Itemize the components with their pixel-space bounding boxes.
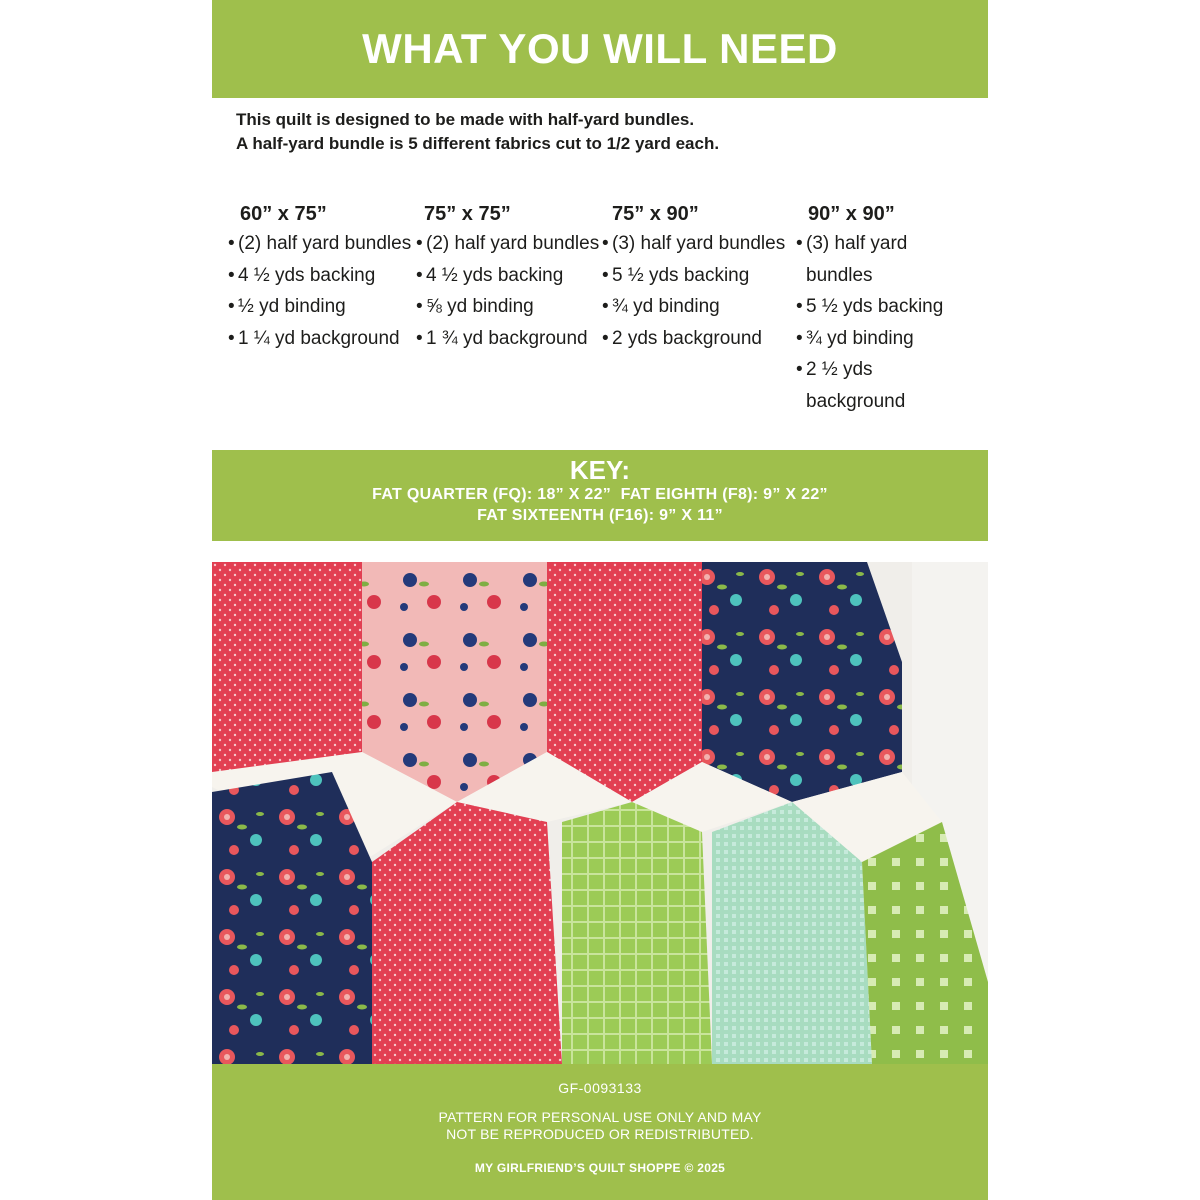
key-line-1: FAT QUARTER (FQ): 18” X 22” FAT EIGHTH (F8): 9” X 22” [372, 486, 828, 503]
list-item: • 4 ½ yds backing [416, 260, 606, 292]
list-item: • 1 ¼ yd background [228, 323, 418, 355]
list-item: • ⅝ yd binding [416, 291, 606, 323]
pattern-code: GF-0093133 [558, 1080, 642, 1096]
list-item: • ¾ yd binding [602, 291, 797, 323]
list-item: • 5 ½ yds backing [796, 291, 946, 323]
size-column-75x90 [602, 200, 797, 354]
list-item: • (2) half yard bundles [416, 228, 606, 260]
quilt-photo [212, 562, 988, 1064]
key-title: KEY: [569, 455, 631, 485]
list-item: • 2 ½ yds background [796, 354, 946, 417]
size-heading: 75” x 90” [612, 203, 699, 225]
list-item: • (2) half yard bundles [228, 228, 418, 260]
key-banner [212, 450, 988, 541]
list-item: • ¾ yd binding [796, 323, 946, 355]
list-item: • 5 ½ yds backing [602, 260, 797, 292]
list-item: • 1 ¾ yd background [416, 323, 606, 355]
list-item: • ½ yd binding [228, 291, 418, 323]
key-line-2: FAT SIXTEENTH (F16): 9” X 11” [477, 507, 723, 524]
quilt-photo-illustration [212, 562, 988, 1064]
header-banner [212, 0, 988, 98]
usage-note-line-1: PATTERN FOR PERSONAL USE ONLY AND MAY [438, 1109, 762, 1125]
footer-banner [212, 1064, 988, 1200]
usage-note-line-2: NOT BE REPRODUCED OR REDISTRIBUTED. [446, 1126, 754, 1142]
page-title: WHAT YOU WILL NEED [362, 25, 838, 72]
brand-copyright: MY GIRLFRIEND’S QUILT SHOPPE © 2025 [474, 1161, 726, 1175]
size-heading: 60” x 75” [240, 203, 327, 225]
intro-line-1: This quilt is designed to be made with half-yard bundles. [236, 110, 695, 129]
intro-text [236, 108, 976, 156]
size-column-60x75 [228, 200, 418, 354]
intro-line-2: A half-yard bundle is 5 different fabrics cut to 1/2 yard each. [236, 134, 720, 153]
size-column-75x75 [416, 200, 606, 354]
usage-note [212, 1109, 988, 1143]
list-item: • 4 ½ yds backing [228, 260, 418, 292]
list-item: • (3) half yard bundles [796, 228, 946, 291]
size-heading: 90” x 90” [808, 203, 895, 225]
size-column-90x90 [796, 200, 946, 417]
list-item: • (3) half yard bundles [602, 228, 797, 260]
pattern-page [212, 0, 988, 1200]
list-item: • 2 yds background [602, 323, 797, 355]
size-heading: 75” x 75” [424, 203, 511, 225]
size-columns [226, 200, 986, 420]
